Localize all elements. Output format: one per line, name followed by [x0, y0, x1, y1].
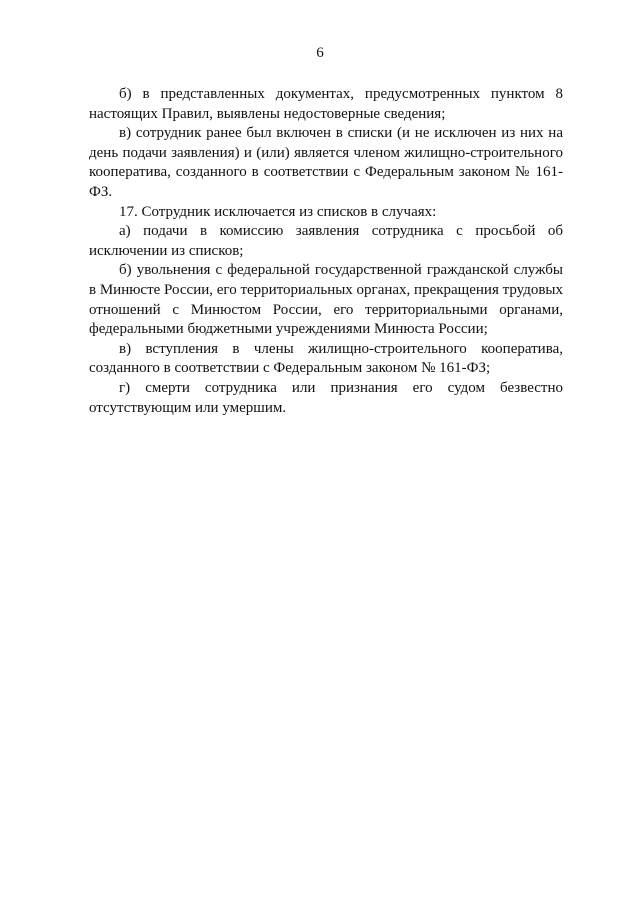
paragraph-subitem-v-cooperative-member: в) вступления в члены жилищно-строительного кооператива, созданного в соответствии с Федеральным законом № 161-ФЗ; — [89, 340, 563, 377]
paragraph-item-17-heading: 17. Сотрудник исключается из списков в случаях: — [119, 203, 437, 220]
paragraph-subitem-b-dismissal: б) увольнения с федеральной государственной гражданской службы в Минюсте России, его территориальных органах, прекращения трудовых отношений с Минюстом России, его территориальными органами, федеральными бюджетными учреждениями Минюста России; — [89, 262, 563, 338]
paragraph-subitem-b-invalid-documents: б) в представленных документах, предусмотренных пунктом 8 настоящих Правил, выявлены недостоверные сведения; — [89, 86, 563, 122]
paragraph-subitem-g-death: г) смерти сотрудника или признания его судом безвестно отсутствующим или умершим. — [89, 379, 563, 416]
document-body — [89, 85, 563, 418]
paragraph-subitem-a-request: а) подачи в комиссию заявления сотрудника с просьбой об исключении из списков; — [89, 223, 563, 259]
paragraph-subitem-v-already-listed: в) сотрудник ранее был включен в списки (и не исключен из них на день подачи заявления) и (или) является членом жилищно-строительного кооператива, созданного в соответствии с Федеральным законом № 161-ФЗ. — [89, 125, 563, 200]
page-number: 6 — [316, 45, 324, 61]
